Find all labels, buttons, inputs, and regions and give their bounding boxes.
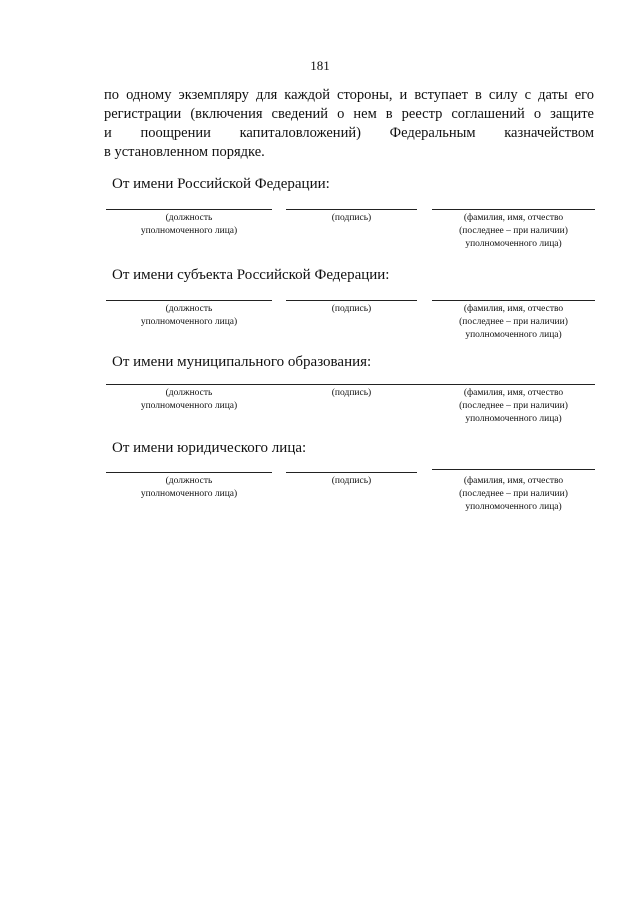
caption-line: (фамилия, имя, отчество: [463, 388, 564, 398]
caption-line: уполномоченного лица): [140, 489, 238, 499]
paragraph-line: регистрации (включения сведений о нем в реестр соглашений о защите: [104, 106, 594, 122]
caption-line: (фамилия, имя, отчество: [463, 213, 564, 223]
signature-line: [286, 300, 417, 301]
caption-line: уполномоченного лица): [140, 401, 238, 411]
caption-line: (фамилия, имя, отчество: [463, 304, 564, 314]
name-caption: [432, 303, 595, 342]
caption-line: уполномоченного лица): [465, 502, 562, 512]
name-caption: [432, 387, 595, 426]
caption-line: уполномоченного лица): [465, 330, 562, 340]
caption-line: (последнее – при наличии): [459, 489, 568, 499]
caption-line: (последнее – при наличии): [459, 317, 568, 327]
caption-line: (последнее – при наличии): [459, 401, 568, 411]
name-signature-line: [432, 300, 595, 301]
position-signature-line: [106, 209, 272, 210]
caption-line: уполномоченного лица): [140, 226, 238, 236]
paragraph-line: по одному экземпляру для каждой стороны, и вступает в силу с даты его: [104, 87, 594, 103]
signature-line: [286, 209, 417, 210]
signature-block-heading: От имени муниципального образования:: [112, 354, 372, 370]
signature-block-heading: От имени субъекта Российской Федерации:: [112, 267, 390, 283]
paragraph-line: в установленном порядке.: [104, 144, 265, 160]
signature-line: [286, 472, 417, 473]
name-caption: [432, 212, 595, 251]
signature-caption: (подпись): [331, 213, 372, 223]
caption-line: уполномоченного лица): [465, 414, 562, 424]
paragraph-line: и поощрении капиталовложений) Федеральным казначейством: [104, 125, 594, 141]
name-caption: [432, 475, 595, 514]
position-signature-line: [106, 472, 272, 473]
signature-caption: (подпись): [331, 476, 372, 486]
position-caption: [106, 212, 272, 238]
caption-line: (фамилия, имя, отчество: [463, 476, 564, 486]
full-width-signature-line: [106, 384, 595, 385]
position-caption: [106, 303, 272, 329]
name-signature-line: [432, 209, 595, 210]
position-caption: [106, 475, 272, 501]
position-caption: [106, 387, 272, 413]
signature-caption: (подпись): [331, 388, 372, 398]
caption-line: уполномоченного лица): [140, 317, 238, 327]
caption-line: (последнее – при наличии): [459, 226, 568, 236]
signature-block-heading: От имени юридического лица:: [112, 440, 307, 456]
page-number: 181: [310, 58, 330, 73]
caption-line: (должность: [165, 476, 213, 486]
caption-line: (должность: [165, 304, 213, 314]
position-signature-line: [106, 300, 272, 301]
name-signature-line: [432, 469, 595, 470]
signature-caption: (подпись): [331, 304, 372, 314]
caption-line: (должность: [165, 388, 213, 398]
caption-line: уполномоченного лица): [465, 239, 562, 249]
caption-line: (должность: [165, 213, 213, 223]
signature-block-heading: От имени Российской Федерации:: [112, 176, 330, 192]
agreement-paragraph: [104, 86, 594, 162]
